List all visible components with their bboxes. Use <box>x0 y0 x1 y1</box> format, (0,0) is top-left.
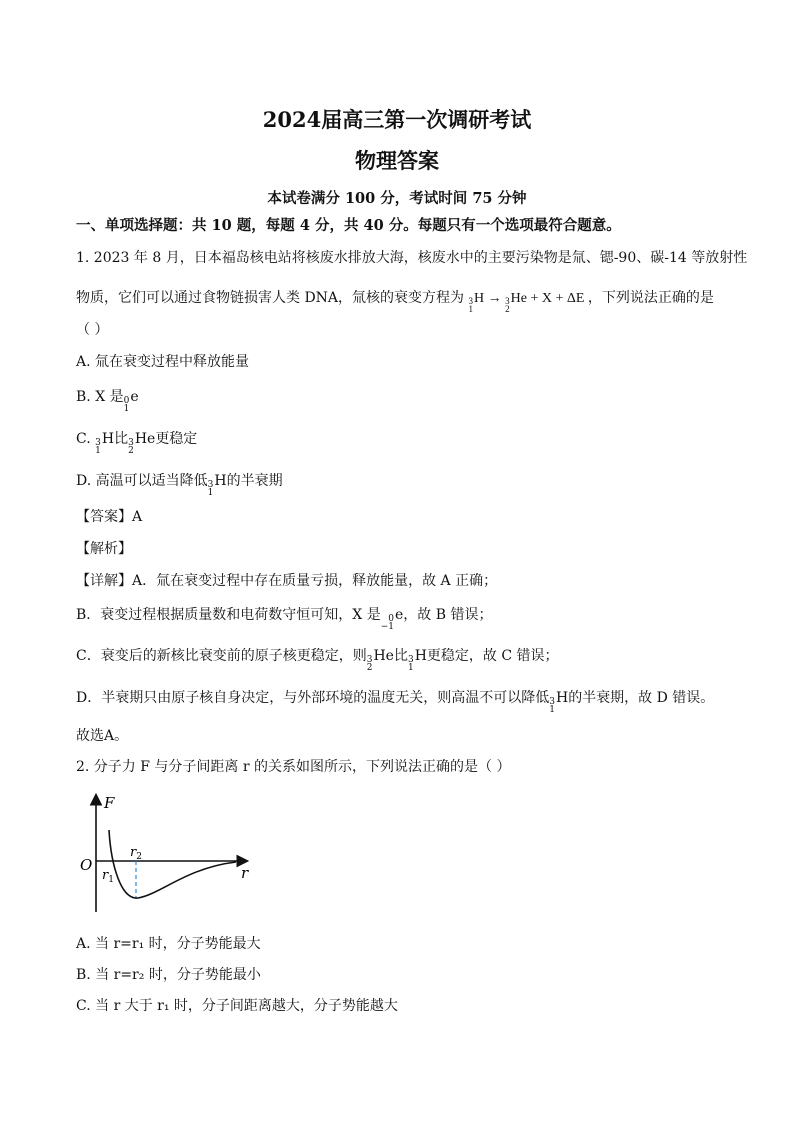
nuclide-h-scripts: 3 1 <box>468 296 473 314</box>
decay-equation: 3 1 H → 3 2 He + X + ΔE <box>468 291 585 314</box>
q1-detail-d: D．半衰期只由原子核自身决定，与外部环境的温度无关，则高温不可以降低 3 1 H的半衰期，故 D 错误。 <box>76 690 715 715</box>
q2-stem: 2. 分子力 F 与分子间距离 r 的关系如图所示，下列说法正确的是（ ） <box>76 759 511 775</box>
q2-option-b: B. 当 r=r₂ 时，分子势能最小 <box>76 967 261 983</box>
q1-option-b: B. X 是 0 1 e <box>76 389 139 414</box>
r1-label: $r_1$ <box>102 868 114 885</box>
exam-note: 本试卷满分 100 分，考试时间 75 分钟 <box>267 190 527 207</box>
force-curve <box>109 830 236 898</box>
y-axis-label: F <box>104 794 115 812</box>
q2-option-a: A. 当 r=r₁ 时，分子势能最大 <box>76 936 261 952</box>
q1-stem-line1: 1. 2023 年 8 月，日本福岛核电站将核废水排放大海，核废水中的主要污染物是氚、锶-90、碳-14 等放射性 <box>76 250 748 266</box>
q2-option-c: C. 当 r 大于 r₁ 时，分子间距离越大，分子势能越大 <box>76 998 398 1014</box>
q1-detail-b: B．衰变过程根据质量数和电荷数守恒可知，X 是 0 −1 e，故 B 错误； <box>76 607 493 632</box>
q1-stem-line2 <box>76 288 714 313</box>
q1-stem-prefix: 物质，它们可以通过食物链损害人类 DNA，氚核的衰变方程为 <box>76 290 465 306</box>
exam-subtitle: 物理答案 <box>355 148 439 173</box>
q1-option-d: D. 高温可以适当降低 3 1 H的半衰期 <box>76 473 283 498</box>
exam-title: 2024届高三第一次调研考试 <box>262 107 532 132</box>
force-distance-graph <box>76 790 256 920</box>
section-heading: 一、单项选择题：共 10 题，每题 4 分，共 40 分。每题只有一个选项最符合题意。 <box>76 217 621 234</box>
q1-option-a: A. 氚在衰变过程中释放能量 <box>76 354 250 370</box>
q1-detail-c: C．衰变后的新核比衰变前的原子核更稳定，则 3 2 He比 3 1 H更稳定，故 C 错误； <box>76 648 559 673</box>
q1-stem-suffix: ，下列说法正确的是 <box>587 290 714 306</box>
origin-label: O <box>80 856 93 874</box>
q1-analysis-label: 【解析】 <box>76 541 132 557</box>
r2-label: $r_2$ <box>130 845 142 862</box>
q1-detail-a: 【详解】A．氚在衰变过程中存在质量亏损，释放能量，故 A 正确； <box>76 573 498 589</box>
q1-answer: 【答案】A <box>76 509 143 525</box>
x-axis-label: r <box>241 864 249 882</box>
q1-stem-line3: （ ） <box>76 322 109 338</box>
nuclide-he-scripts: 3 2 <box>505 296 510 314</box>
q1-option-c: C. 3 1 H比 3 2 He更稳定 <box>76 431 198 456</box>
q1-conclusion: 故选A。 <box>76 728 129 744</box>
